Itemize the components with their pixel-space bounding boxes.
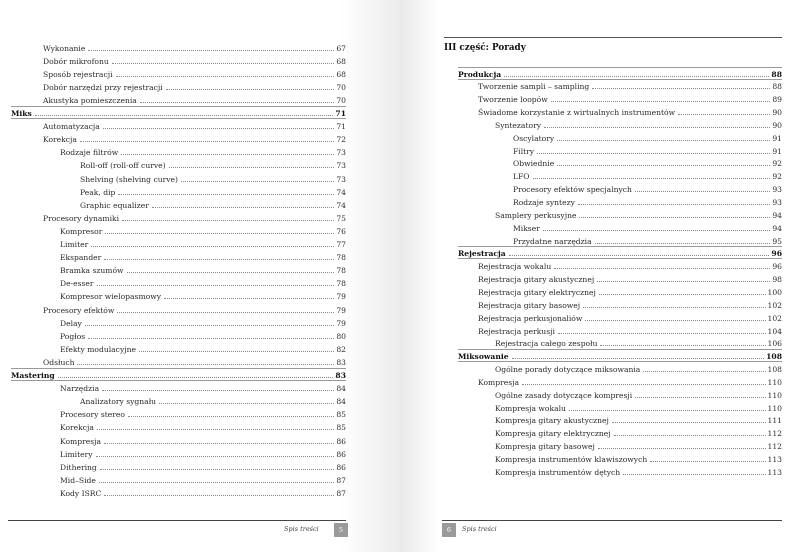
toc-entry bbox=[513, 221, 782, 233]
toc-entry-title: Korekcja bbox=[43, 135, 77, 145]
toc-entry-page: 90 bbox=[772, 120, 782, 130]
toc-entry bbox=[60, 276, 346, 288]
toc-entry-title: Automatyzacja bbox=[43, 122, 100, 132]
toc-dot-leader bbox=[635, 397, 765, 398]
toc-dot-leader bbox=[85, 325, 334, 326]
toc-dot-leader bbox=[557, 140, 770, 141]
toc-entry bbox=[60, 263, 346, 275]
toc-entry-title: Rejestracja gitary elektrycznej bbox=[478, 287, 596, 297]
toc-entry bbox=[478, 285, 782, 297]
toc-dot-leader bbox=[522, 384, 765, 385]
toc-entry-page: 78 bbox=[336, 279, 346, 289]
toc-entry bbox=[80, 394, 346, 406]
toc-entry-title: Kody ISRC bbox=[60, 488, 102, 498]
toc-dot-leader bbox=[599, 294, 766, 295]
toc-dot-leader bbox=[100, 469, 335, 470]
toc-dot-leader bbox=[159, 403, 334, 404]
toc-entry bbox=[495, 465, 782, 477]
toc-entry-title: Filtry bbox=[513, 146, 535, 156]
toc-entry bbox=[60, 329, 346, 341]
toc-dot-leader bbox=[597, 281, 770, 282]
toc-entry-page: 78 bbox=[336, 253, 346, 263]
toc-entry-page: 89 bbox=[772, 95, 782, 105]
toc-entry-title: Rejestracja perkusji bbox=[478, 326, 555, 336]
toc-entry bbox=[43, 54, 346, 66]
toc-entry-page: 83 bbox=[335, 371, 346, 380]
toc-entry-title: Rejestracja bbox=[458, 249, 506, 259]
toc-entry bbox=[513, 234, 782, 246]
toc-entry-page: 95 bbox=[772, 236, 782, 246]
toc-entry bbox=[60, 486, 346, 498]
toc-entry-page: 71 bbox=[335, 109, 346, 118]
toc-dot-leader bbox=[88, 50, 334, 51]
toc-entry bbox=[80, 185, 346, 197]
toc-entry bbox=[80, 198, 346, 210]
toc-entry-page: 71 bbox=[336, 122, 346, 132]
toc-entry-page: 79 bbox=[336, 292, 346, 302]
toc-entry-page: 91 bbox=[772, 146, 782, 156]
toc-entry bbox=[495, 336, 782, 348]
toc-dot-leader bbox=[58, 377, 334, 378]
toc-entry-title: Ogólne zasady dotyczące kompresji bbox=[495, 390, 633, 400]
toc-dot-leader bbox=[635, 191, 770, 192]
toc-dot-leader bbox=[80, 141, 334, 142]
toc-dot-leader bbox=[96, 456, 335, 457]
toc-entry-page: 113 bbox=[767, 455, 782, 464]
toc-dot-leader bbox=[543, 230, 771, 231]
footer-rule-right bbox=[442, 520, 782, 521]
toc-entry-title: Kompresor bbox=[60, 226, 103, 236]
toc-entry bbox=[495, 118, 782, 130]
toc-entry-title: Rodzaje syntezy bbox=[513, 198, 575, 207]
toc-entry-title: Procesory efektów specjalnych bbox=[513, 185, 632, 195]
toc-dot-leader bbox=[623, 474, 765, 475]
toc-entry-title: Roll-off (roll-off curve) bbox=[80, 161, 166, 171]
toc-entry bbox=[11, 106, 346, 118]
toc-entry-title: Efekty modulacyjne bbox=[60, 344, 136, 354]
toc-entry bbox=[80, 172, 346, 184]
section-separator bbox=[11, 106, 346, 107]
toc-dot-leader bbox=[104, 495, 334, 496]
toc-dot-leader bbox=[554, 268, 770, 269]
toc-entry-page: 98 bbox=[772, 275, 782, 285]
toc-entry-page: 106 bbox=[767, 339, 782, 349]
toc-entry-page: 112 bbox=[767, 429, 782, 439]
toc-dot-leader bbox=[583, 307, 765, 308]
toc-entry-page: 79 bbox=[336, 318, 346, 328]
toc-entry-title: Dobór mikrofonu bbox=[43, 56, 109, 66]
toc-entry-page: 76 bbox=[336, 226, 346, 236]
toc-dot-leader bbox=[105, 233, 334, 234]
section-separator bbox=[458, 349, 782, 350]
toc-entry-title: Bramka szumów bbox=[60, 266, 124, 276]
toc-entry-title: Obwiednie bbox=[513, 159, 555, 169]
toc-entry-page: 91 bbox=[772, 133, 782, 143]
toc-entry bbox=[60, 407, 346, 419]
toc-entry-title: Przydatne narzędzia bbox=[513, 236, 592, 246]
toc-entry-title: Kompresja wokalu bbox=[495, 403, 566, 413]
toc-entry-title: Korekcja bbox=[60, 423, 94, 433]
toc-entry-title: Kompresja bbox=[478, 377, 520, 387]
toc-entry bbox=[495, 413, 782, 425]
toc-entry-page: 96 bbox=[771, 249, 782, 259]
toc-entry-title: Narzędzia bbox=[60, 384, 100, 394]
toc-entry-title: Mastering bbox=[11, 371, 55, 380]
toc-entry-title: Dobór narzędzi przy rejestracji bbox=[43, 82, 163, 92]
toc-entry-page: 92 bbox=[772, 159, 782, 169]
toc-entry-page: 110 bbox=[767, 377, 782, 387]
toc-entry bbox=[513, 182, 782, 194]
toc-entry bbox=[43, 93, 346, 105]
toc-dot-leader bbox=[579, 217, 770, 218]
toc-entry-title: Limiter bbox=[60, 240, 89, 249]
toc-dot-leader bbox=[99, 482, 334, 483]
toc-entry bbox=[60, 224, 346, 236]
toc-entry bbox=[478, 311, 782, 323]
toc-entry bbox=[11, 368, 346, 380]
toc-entry bbox=[43, 67, 346, 79]
part-heading: III część: Porady bbox=[444, 43, 526, 53]
toc-entry-title: Kompresja instrumentów klawiszowych bbox=[495, 455, 648, 464]
toc-entry bbox=[458, 246, 782, 258]
toc-entry bbox=[43, 355, 346, 367]
toc-entry-title: Graphic equalizer bbox=[80, 200, 149, 210]
toc-dot-leader bbox=[643, 371, 765, 372]
toc-entry bbox=[478, 324, 782, 336]
toc-entry-title: Shelving (shelving curve) bbox=[80, 174, 178, 184]
toc-dot-leader bbox=[533, 178, 771, 179]
toc-entry-title: LFO bbox=[513, 172, 530, 182]
toc-entry bbox=[495, 388, 782, 400]
toc-dot-leader bbox=[116, 76, 335, 77]
toc-entry-page: 83 bbox=[336, 357, 346, 367]
toc-dot-leader bbox=[35, 115, 334, 116]
toc-entry bbox=[478, 298, 782, 310]
toc-entry-page: 108 bbox=[766, 352, 782, 362]
toc-entry bbox=[43, 80, 346, 92]
toc-entry-title: Ogólne porady dotyczące miksowania bbox=[495, 365, 641, 375]
toc-entry-title: Mikser bbox=[513, 223, 540, 233]
toc-dot-leader bbox=[112, 63, 335, 64]
toc-dot-leader bbox=[104, 259, 334, 260]
toc-dot-leader bbox=[544, 127, 770, 128]
toc-right bbox=[400, 0, 800, 500]
toc-entry bbox=[478, 92, 782, 104]
toc-dot-leader bbox=[104, 443, 334, 444]
toc-dot-leader bbox=[512, 358, 765, 359]
right-page bbox=[400, 0, 800, 552]
toc-entry-title: Pogłos bbox=[60, 331, 86, 341]
toc-entry bbox=[43, 132, 346, 144]
toc-entry-page: 102 bbox=[767, 300, 782, 310]
toc-entry-page: 102 bbox=[767, 313, 782, 323]
toc-dot-leader bbox=[600, 345, 765, 346]
toc-entry bbox=[513, 156, 782, 168]
toc-entry bbox=[60, 381, 346, 393]
toc-entry bbox=[80, 158, 346, 170]
toc-entry-page: 84 bbox=[336, 384, 346, 394]
toc-entry-page: 77 bbox=[336, 240, 346, 249]
toc-entry bbox=[60, 145, 346, 157]
toc-entry-page: 111 bbox=[767, 416, 782, 426]
toc-entry-page: 110 bbox=[767, 403, 782, 413]
toc-entry-page: 73 bbox=[336, 174, 346, 184]
toc-entry-title: Rejestracja całego zespołu bbox=[495, 339, 598, 349]
toc-dot-leader bbox=[509, 255, 770, 256]
toc-dot-leader bbox=[678, 114, 770, 115]
toc-entry bbox=[478, 272, 782, 284]
toc-entry bbox=[478, 105, 782, 117]
toc-entry-page: 68 bbox=[336, 56, 346, 66]
toc-dot-leader bbox=[152, 207, 335, 208]
toc-entry-title: Kompresja bbox=[60, 436, 102, 446]
section-separator bbox=[458, 246, 782, 247]
toc-entry-page: 113 bbox=[767, 467, 782, 477]
toc-entry-title: Kompresor wielopasmowy bbox=[60, 292, 162, 302]
toc-entry-title: Miks bbox=[11, 109, 32, 118]
toc-entry-title: Rejestracja perkusjonaliów bbox=[478, 313, 583, 323]
toc-entry-page: 88 bbox=[771, 69, 782, 79]
toc-entry bbox=[60, 434, 346, 446]
toc-entry-page: 68 bbox=[336, 69, 346, 79]
toc-entry-page: 67 bbox=[336, 43, 346, 53]
toc-entry bbox=[60, 460, 346, 472]
toc-dot-leader bbox=[102, 390, 334, 391]
toc-dot-leader bbox=[118, 194, 334, 195]
toc-entry bbox=[60, 342, 346, 354]
toc-entry bbox=[478, 79, 782, 91]
toc-dot-leader bbox=[127, 272, 335, 273]
toc-entry-page: 112 bbox=[767, 442, 782, 452]
toc-entry-title: Miksowanie bbox=[458, 352, 509, 362]
toc-entry bbox=[495, 208, 782, 220]
toc-dot-leader bbox=[77, 364, 334, 365]
toc-entry-title: Sposób rejestracji bbox=[43, 69, 113, 79]
toc-entry-title: Ekspander bbox=[60, 253, 102, 263]
toc-dot-leader bbox=[537, 153, 770, 154]
toc-entry-title: Akustyka pomieszczenia bbox=[43, 95, 137, 105]
toc-entry-page: 110 bbox=[767, 390, 782, 400]
toc-entry-page: 85 bbox=[336, 423, 346, 433]
toc-entry-page: 94 bbox=[772, 223, 782, 233]
toc-entry-page: 70 bbox=[336, 95, 346, 105]
toc-entry bbox=[513, 195, 782, 207]
toc-entry-title: Oscylatory bbox=[513, 133, 555, 143]
toc-entry-page: 78 bbox=[336, 266, 346, 276]
toc-entry-title: Kompresja gitary akustycznej bbox=[495, 416, 609, 426]
toc-dot-leader bbox=[578, 204, 770, 205]
toc-dot-leader bbox=[558, 333, 766, 334]
toc-entry-title: Procesory dynamiki bbox=[43, 213, 120, 223]
toc-dot-leader bbox=[121, 154, 334, 155]
toc-entry-page: 74 bbox=[336, 187, 346, 197]
toc-dot-leader bbox=[614, 435, 766, 436]
toc-entry-title: Kompresja instrumentów dętych bbox=[495, 467, 621, 477]
toc-entry-page: 94 bbox=[772, 210, 782, 220]
toc-dot-leader bbox=[592, 88, 770, 89]
toc-entry bbox=[43, 211, 346, 223]
toc-entry-title: Delay bbox=[60, 318, 82, 328]
toc-entry-title: Kompresja gitary basowej bbox=[495, 442, 595, 452]
toc-entry bbox=[60, 447, 346, 459]
toc-entry-title: De-esser bbox=[60, 279, 94, 289]
toc-entry bbox=[60, 316, 346, 328]
toc-entry-title: Mid–Side bbox=[60, 475, 96, 485]
toc-dot-leader bbox=[139, 351, 334, 352]
toc-entry-title: Limitery bbox=[60, 449, 93, 459]
toc-dot-leader bbox=[595, 243, 771, 244]
toc-entry-page: 73 bbox=[336, 161, 346, 171]
toc-entry-page: 85 bbox=[336, 410, 346, 420]
toc-entry-page: 87 bbox=[336, 475, 346, 485]
toc-entry-title: Kompresja gitary elektrycznej bbox=[495, 429, 611, 439]
toc-entry-page: 86 bbox=[336, 436, 346, 446]
footer-label-left: Spis treści bbox=[284, 525, 319, 533]
toc-entry bbox=[43, 119, 346, 131]
toc-entry-title: Tworzenie loopów bbox=[478, 95, 548, 105]
toc-dot-leader bbox=[551, 101, 771, 102]
toc-left bbox=[0, 0, 400, 500]
toc-entry bbox=[513, 169, 782, 181]
toc-entry bbox=[495, 401, 782, 413]
toc-entry-title: Analizatory sygnału bbox=[80, 397, 157, 407]
toc-entry-page: 86 bbox=[336, 449, 346, 459]
toc-entry-page: 73 bbox=[336, 148, 346, 158]
toc-dot-leader bbox=[181, 181, 334, 182]
toc-entry-title: Rejestracja gitary basowej bbox=[478, 300, 581, 310]
toc-entry-title: Rejestracja gitary akustycznej bbox=[478, 275, 595, 285]
toc-entry-page: 75 bbox=[336, 213, 346, 223]
toc-entry bbox=[458, 349, 782, 361]
toc-dot-leader bbox=[598, 448, 766, 449]
toc-entry-page: 96 bbox=[772, 262, 782, 272]
toc-dot-leader bbox=[88, 338, 334, 339]
toc-entry-page: 79 bbox=[336, 305, 346, 315]
toc-entry-page: 100 bbox=[767, 287, 782, 297]
toc-entry bbox=[495, 439, 782, 451]
toc-entry bbox=[478, 259, 782, 271]
toc-entry-title: Procesory stereo bbox=[60, 410, 125, 420]
toc-entry bbox=[60, 473, 346, 485]
toc-entry-page: 70 bbox=[336, 82, 346, 92]
toc-entry bbox=[513, 144, 782, 156]
toc-dot-leader bbox=[103, 128, 335, 129]
toc-entry-page: 80 bbox=[336, 331, 346, 341]
toc-dot-leader bbox=[91, 246, 334, 247]
toc-entry-page: 104 bbox=[767, 326, 782, 336]
toc-entry bbox=[60, 237, 346, 249]
toc-dot-leader bbox=[504, 76, 769, 77]
toc-entry-page: 86 bbox=[336, 462, 346, 472]
toc-entry-title: Świadome korzystanie z wirtualnych instrumentów bbox=[478, 108, 676, 118]
toc-dot-leader bbox=[117, 312, 334, 313]
toc-entry-page: 88 bbox=[772, 82, 782, 92]
page-number-left: 5 bbox=[334, 523, 348, 537]
toc-entry-page: 93 bbox=[772, 185, 782, 195]
toc-entry bbox=[478, 375, 782, 387]
toc-entry-title: Samplery perkusyjne bbox=[495, 210, 577, 220]
toc-dot-leader bbox=[585, 320, 765, 321]
toc-entry bbox=[513, 131, 782, 143]
toc-entry-page: 74 bbox=[336, 200, 346, 210]
toc-dot-leader bbox=[122, 220, 334, 221]
toc-entry-title: Peak, dip bbox=[80, 187, 116, 197]
toc-dot-leader bbox=[128, 416, 334, 417]
toc-dot-leader bbox=[140, 102, 335, 103]
toc-entry-page: 93 bbox=[772, 198, 782, 207]
toc-entry-page: 87 bbox=[336, 488, 346, 498]
footer-rule-left bbox=[8, 520, 346, 521]
toc-entry-title: Wykonanie bbox=[43, 43, 86, 53]
toc-dot-leader bbox=[97, 429, 334, 430]
toc-entry-page: 84 bbox=[336, 397, 346, 407]
toc-entry bbox=[43, 41, 346, 53]
toc-entry-title: Procesory efektów bbox=[43, 305, 115, 315]
toc-entry bbox=[60, 289, 346, 301]
toc-dot-leader bbox=[166, 89, 335, 90]
toc-entry-title: Odsłuch bbox=[43, 357, 75, 367]
toc-dot-leader bbox=[650, 461, 765, 462]
toc-entry-page: 108 bbox=[767, 365, 782, 375]
toc-entry-page: 92 bbox=[772, 172, 782, 182]
toc-entry-title: Tworzenie sampli – sampling bbox=[478, 82, 590, 92]
toc-dot-leader bbox=[612, 422, 766, 423]
toc-entry bbox=[458, 67, 782, 79]
toc-entry bbox=[495, 362, 782, 374]
toc-dot-leader bbox=[164, 298, 334, 299]
toc-entry bbox=[495, 426, 782, 438]
toc-entry bbox=[495, 452, 782, 464]
toc-dot-leader bbox=[97, 285, 335, 286]
toc-entry-title: Produkcja bbox=[458, 69, 502, 79]
toc-entry-title: Syntezatory bbox=[495, 120, 542, 130]
toc-dot-leader bbox=[169, 167, 335, 168]
page-number-right: 6 bbox=[442, 523, 456, 537]
toc-dot-leader bbox=[569, 410, 766, 411]
toc-entry bbox=[60, 250, 346, 262]
toc-dot-leader bbox=[557, 165, 770, 166]
toc-entry-page: 82 bbox=[336, 344, 346, 354]
toc-entry-title: Dithering bbox=[60, 462, 97, 472]
footer-label-right: Spis treści bbox=[462, 525, 497, 533]
toc-entry bbox=[60, 420, 346, 432]
toc-entry-title: Rodzaje filtrów bbox=[60, 148, 119, 158]
section-separator bbox=[458, 67, 782, 68]
toc-entry bbox=[43, 303, 346, 315]
toc-entry-page: 90 bbox=[772, 108, 782, 118]
toc-entry-page: 72 bbox=[336, 135, 346, 145]
section-separator bbox=[11, 368, 346, 369]
toc-entry-title: Rejestracja wokalu bbox=[478, 262, 552, 272]
